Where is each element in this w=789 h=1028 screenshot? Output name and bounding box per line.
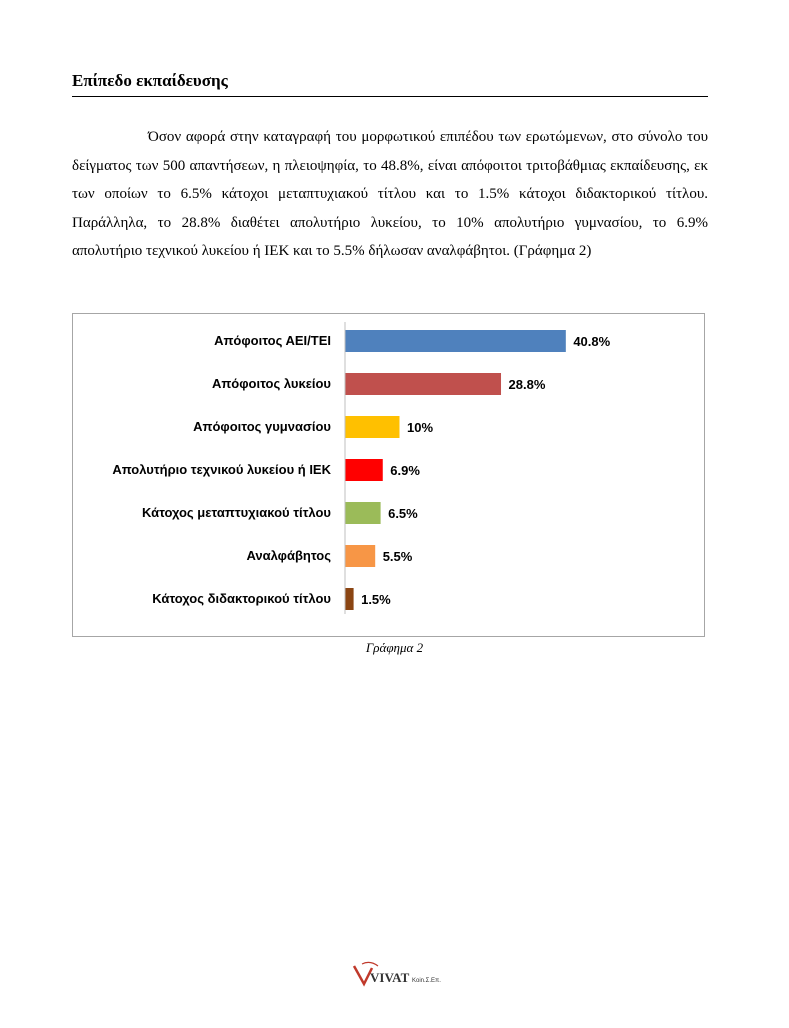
category-label: Κάτοχος διδακτορικού τίτλου bbox=[152, 591, 331, 606]
section-title: Επίπεδο εκπαίδευσης bbox=[72, 71, 228, 90]
value-label: 1.5% bbox=[361, 592, 391, 607]
company-logo bbox=[352, 958, 447, 990]
value-label: 10% bbox=[407, 420, 434, 435]
category-label: Απόφοιτος γυμνασίου bbox=[193, 419, 331, 434]
category-label: Απόφοιτος ΑΕΙ/ΤΕΙ bbox=[214, 333, 331, 348]
education-bar-chart bbox=[72, 313, 705, 637]
value-label: 6.5% bbox=[388, 506, 418, 521]
bar bbox=[346, 459, 383, 481]
value-label: 40.8% bbox=[573, 334, 611, 349]
value-label: 5.5% bbox=[382, 549, 413, 564]
bar bbox=[346, 545, 376, 567]
bar bbox=[346, 502, 381, 524]
bar bbox=[346, 330, 566, 352]
bar bbox=[346, 416, 400, 438]
chart-svg bbox=[73, 314, 704, 636]
heading-rule bbox=[72, 96, 708, 97]
bar bbox=[346, 373, 502, 395]
category-label: Απολυτήριο τεχνικού λυκείου ή ΙΕΚ bbox=[112, 462, 331, 477]
category-label: Απόφοιτος λυκείου bbox=[211, 376, 331, 391]
svg-text:VIVAT: VIVAT bbox=[370, 970, 410, 985]
body-paragraph: Όσον αφορά στην καταγραφή του μορφωτικού επιπέδου των ερωτώμενων, στο σύνολο του δείγματος των 500 απαντήσεων, η πλειοψηφία, το 48.8%, είναι απόφοιτοι τριτοβάθμιας εκπαίδευσης, εκ των οποίων το 6.5% κάτοχοι μεταπτυχιακού τίτλου και το 1.5% κάτοχοι διδακτορικού τίτλου. Παράλληλα, το 28.8% διαθέτει απολυτήριο λυκείου, το 10% απολυτήριο γυμνασίου, το 6.9% απολυτήριο τεχνικού λυκείου ή ΙΕΚ και το 5.5% δήλωσαν αναλφάβητοι. (Γράφημα 2) bbox=[72, 129, 708, 259]
svg-text:Koin.Σ.Επ.: Koin.Σ.Επ. bbox=[412, 978, 441, 984]
value-label: 28.8% bbox=[508, 377, 546, 392]
chart-caption: Γράφημα 2 bbox=[365, 640, 424, 655]
category-label: Κάτοχος μεταπτυχιακού τίτλου bbox=[141, 505, 331, 520]
category-label: Αναλφάβητος bbox=[246, 548, 331, 563]
bar bbox=[346, 588, 354, 610]
value-label: 6.9% bbox=[390, 463, 420, 478]
